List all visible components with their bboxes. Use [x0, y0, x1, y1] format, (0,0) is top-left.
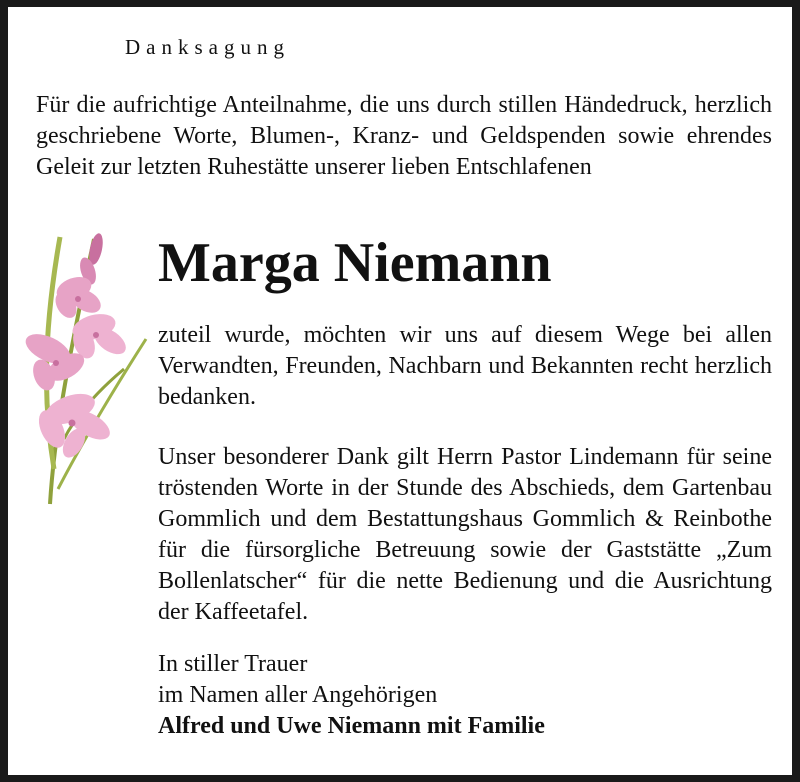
- notice-heading: Danksagung: [125, 35, 290, 59]
- deceased-name: Marga Niemann: [158, 232, 552, 294]
- intro-paragraph: Für die aufrichtige Anteilnahme, die uns durch stillen Händedruck, herzlich geschriebene Worte, Blumen-, Kranz- und Geldspenden sowie ehrendes Geleit zur letzten Ruhestätte unserer lieben Entschlafenen: [36, 92, 772, 180]
- closing-line-relatives: im Namen aller Angehörigen: [158, 682, 438, 708]
- thanks-paragraph: zuteil wurde, möchten wir uns auf diesem Wege bei allen Verwandten, Freunden, Nachbarn und Bekannten recht herzlich bedanken.: [158, 322, 772, 410]
- gladiolus-flower-icon: [14, 219, 154, 509]
- closing-block: [158, 649, 772, 742]
- closing-line-mourning: In stiller Trauer: [158, 651, 308, 677]
- obituary-notice: [8, 7, 792, 775]
- special-thanks-paragraph: Unser besonderer Dank gilt Herrn Pastor Lindemann für seine tröstenden Worte in der Stunde des Abschieds, dem Gartenbau Gommlich und dem Bestattungshaus Gommlich & Reinbothe für die fürsorgliche Betreuung sowie der Gaststätte „Zum Bollenlatscher“ für die nette Bedienung und die Ausrichtung der Kaffeetafel.: [158, 444, 772, 625]
- signatories: Alfred und Uwe Niemann mit Familie: [158, 713, 545, 739]
